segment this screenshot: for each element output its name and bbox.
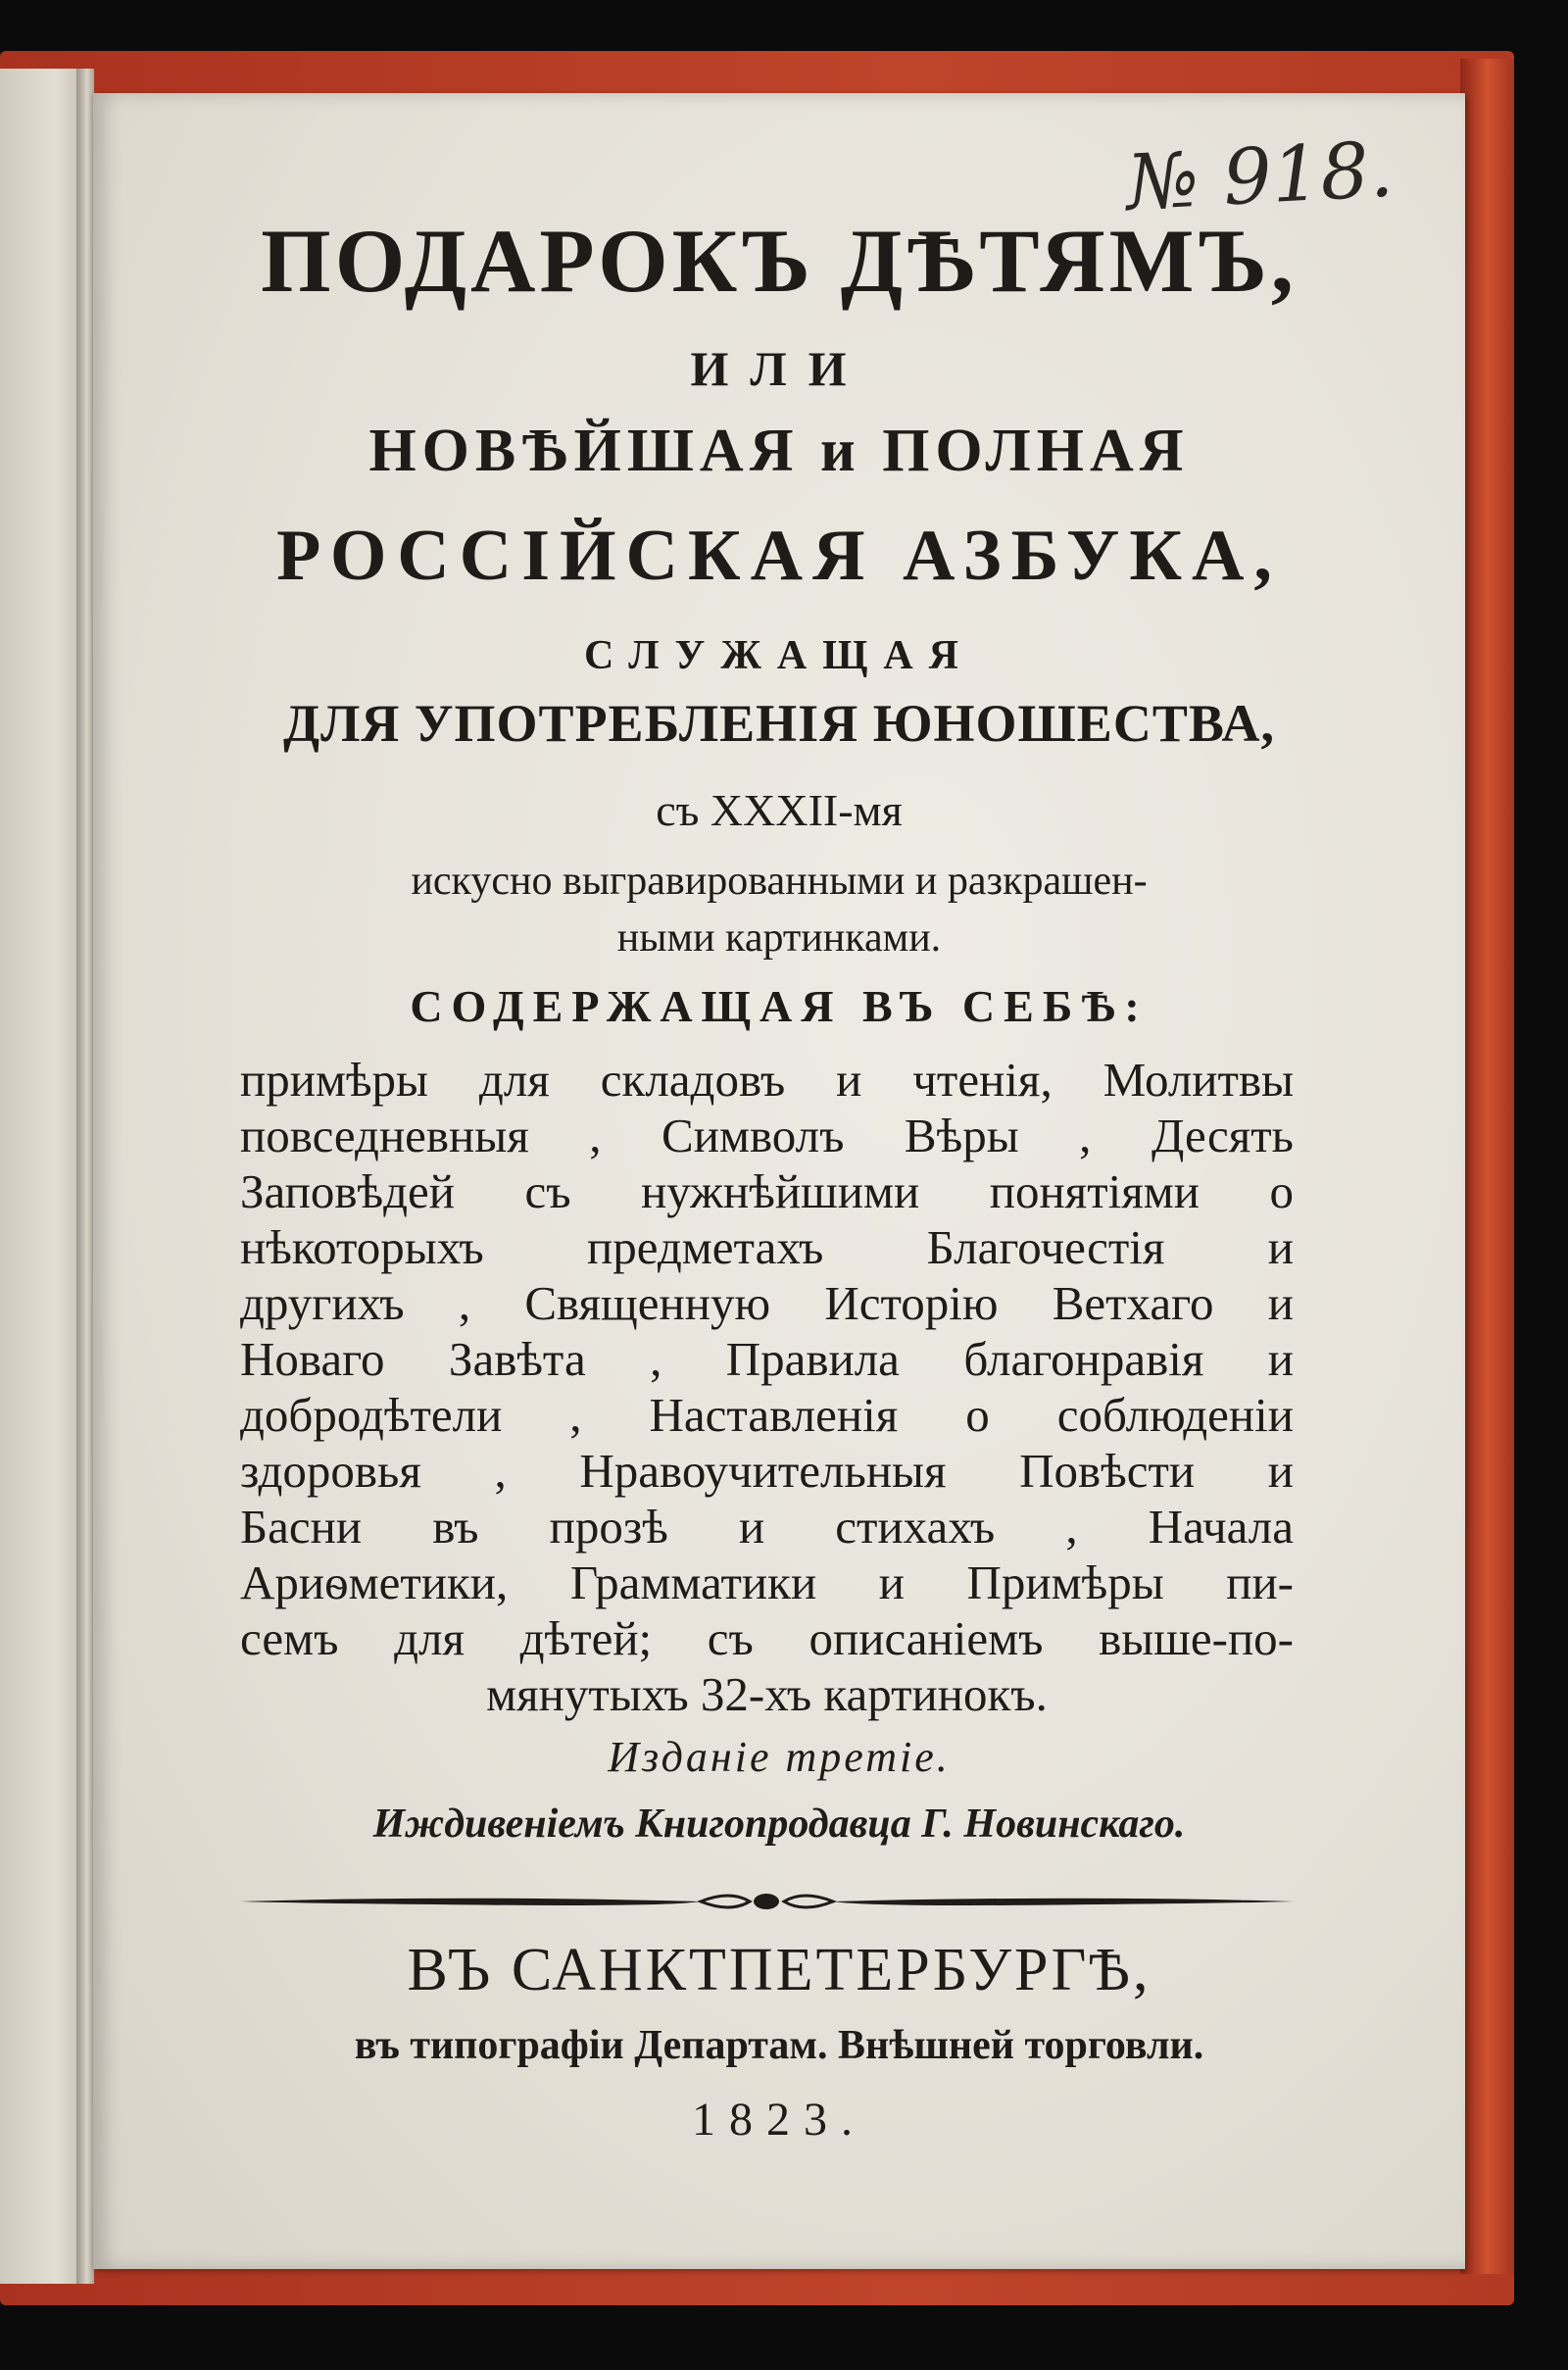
cover-edge	[1460, 59, 1514, 2274]
imprint-year: 1823.	[692, 2094, 866, 2146]
contents-line: повседневныя , Символъ Вѣры , Десять	[240, 1109, 1294, 1162]
publisher-note: Иждивеніемъ Книгопродавца Г. Новинскаго.	[372, 1802, 1186, 1847]
contents-heading: СОДЕРЖАЩАЯ ВЪ СЕБѢ:	[410, 981, 1149, 1031]
contents-line: другихъ , Священную Исторію Ветхаго и	[240, 1276, 1294, 1330]
edition-note: Изданіе третіе.	[608, 1733, 951, 1781]
title-russian-alphabet: РОССІЙСКАЯ АЗБУКА,	[276, 516, 1282, 596]
contents-line: примѣры для складовъ и чтенія, Молитвы	[240, 1053, 1294, 1107]
contents-line: добродѣтели , Наставленія о соблюденіи	[240, 1388, 1294, 1442]
subtitle-with-pictures: съ XXXII-мя	[656, 785, 903, 835]
contents-line: нѣкоторыхъ предметахъ Благочестія и	[240, 1220, 1294, 1274]
handwritten-shelfmark: № 918.	[1124, 125, 1396, 228]
contents-paragraph	[240, 1052, 1294, 1722]
contents-line: Заповѣдей съ нужнѣйшими понятіями о	[240, 1164, 1294, 1218]
subtitle-serving: СЛУЖАЩАЯ	[583, 633, 975, 678]
imprint-city: ВЪ САНКТПЕТЕРБУРГѢ,	[407, 1937, 1152, 2003]
subtitle-engraved-line-2: ными картинками.	[616, 915, 942, 961]
page-gutter	[76, 69, 94, 2284]
imprint-printer: въ типографіи Департам. Внѣшней торговли.	[354, 2023, 1204, 2068]
contents-line: мянутыхъ 32-хъ картинокъ.	[486, 1667, 1048, 1721]
contents-line: Басни въ прозѣ и стихахъ , Начала	[240, 1500, 1294, 1554]
contents-line: здоровья , Нравоучительныя Повѣсти и	[240, 1444, 1294, 1498]
title-page	[93, 93, 1465, 2269]
title-or: ИЛИ	[690, 341, 868, 396]
subtitle-for-use: ДЛЯ УПОТРЕБЛЕНІЯ ЮНОШЕСТВА,	[283, 694, 1275, 753]
title-main: ПОДАРОКЪ ДѢТЯМЪ,	[261, 211, 1298, 311]
contents-line: семъ для дѣтей; съ описаніемъ выше-по-	[240, 1611, 1294, 1665]
ornamental-rule	[240, 1882, 1294, 1921]
contents-line: Ариѳметики, Грамматики и Примѣры пи-	[240, 1555, 1294, 1609]
subtitle-engraved-line-1: искусно выгравированными и разкрашен-	[411, 859, 1148, 904]
contents-line: Новаго Завѣта , Правила благонравія и	[240, 1332, 1294, 1386]
title-newest: НОВѢЙШАЯ и ПОЛНАЯ	[368, 418, 1190, 484]
